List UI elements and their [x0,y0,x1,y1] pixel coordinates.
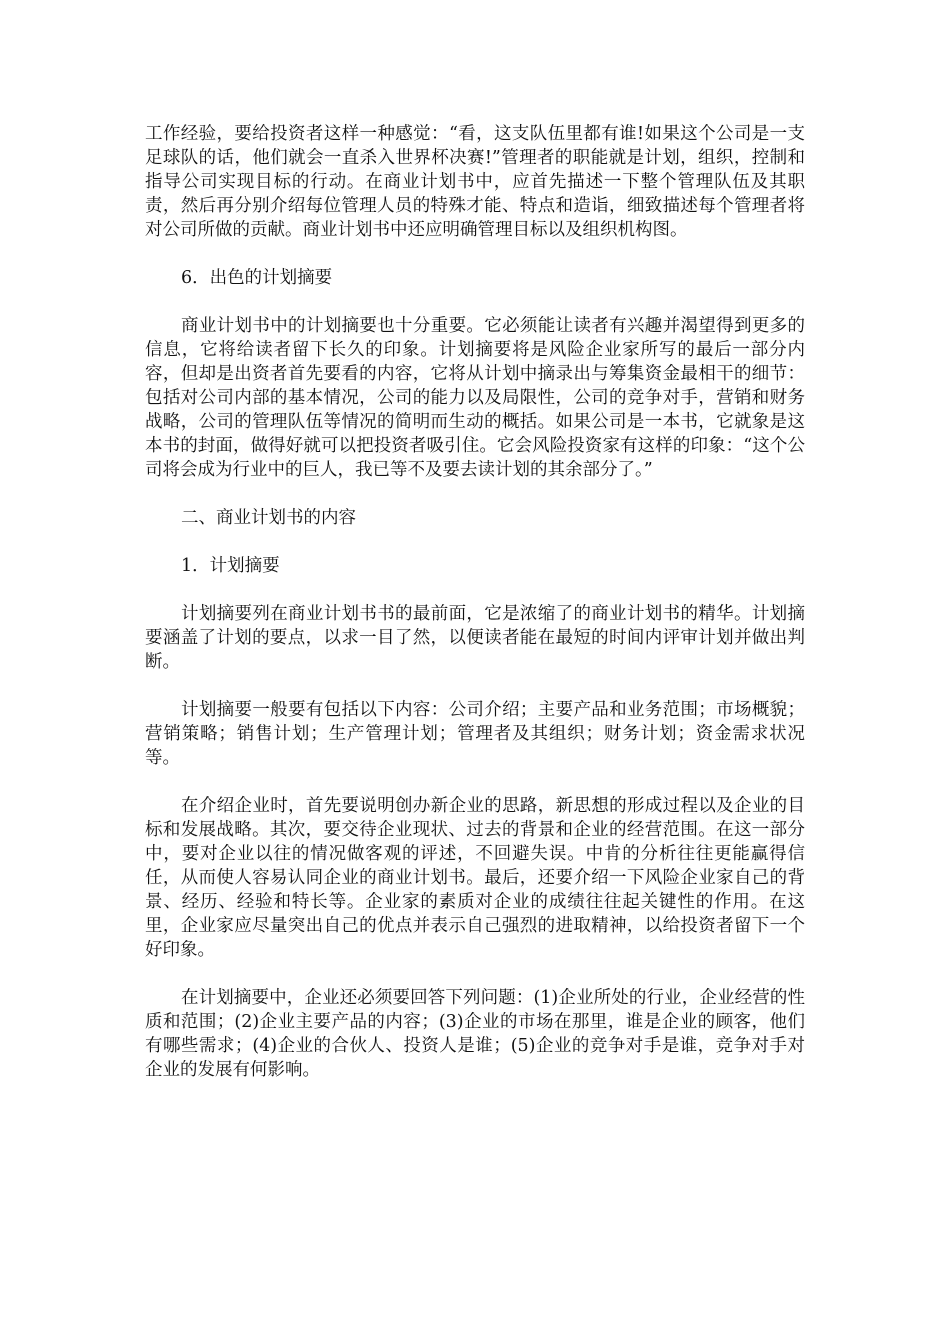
paragraph-key-questions: 在计划摘要中，企业还必须要回答下列问题：(1)企业所处的行业，企业经营的性质和范围；(2)企业主要产品的内容；(3)企业的市场在那里，谁是企业的顾客，他们有哪些需求；(4)企业的合伙人、投资人是谁；(5)企业的竞争对手是谁，竞争对手对企业的发展有何影响。 [145,988,805,1080]
paragraph-company-introduction: 在介绍企业时，首先要说明创办新企业的思路，新思想的形成过程以及企业的目标和发展战略。其次，要交待企业现状、过去的背景和企业的经营范围。在这一部分中，要对企业以往的情况做客观的评述，不回避失误。中肯的分析往往更能赢得信任，从而使人容易认同企业的商业计划书。最后，还要介绍一下风险企业家自己的背景、经历、经验和特长等。企业家的素质对企业的成绩往往起关键性的作用。在这里，企业家应尽量突出自己的优点并表示自己强烈的进取精神，以给投资者留下一个好印象。 [145,796,805,960]
heading-plan-summary: 1．计划摘要 [181,556,280,576]
document-page [145,122,805,1106]
paragraph-summary-importance: 商业计划书中的计划摘要也十分重要。它必须能让读者有兴趣并渴望得到更多的信息，它将给读者留下长久的印象。计划摘要将是风险企业家所写的最后一部分内容，但却是出资者首先要看的内容，它将从计划中摘录出与筹集资金最相干的细节：包括对公司内部的基本情况，公司的能力以及局限性，公司的竞争对手，营销和财务战略，公司的管理队伍等情况的简明而生动的概括。如果公司是一本书，它就象是这本书的封面，做得好就可以把投资者吸引住。它会风险投资家有这样的印象：“这个公司将会成为行业中的巨人，我已等不及要去读计划的其余部分了。” [145,316,805,480]
paragraph-management-team: 工作经验，要给投资者这样一种感觉：“看，这支队伍里都有谁!如果这个公司是一支足球队的话，他们就会一直杀入世界杯决赛!”管理者的职能就是计划，组织，控制和指导公司实现目标的行动。在商业计划书中，应首先描述一下整个管理队伍及其职责，然后再分别介绍每位管理人员的特殊才能、特点和造诣，细致描述每个管理者将对公司所做的贡献。商业计划书中还应明确管理目标以及组织机构图。 [145,124,805,240]
paragraph-summary-contents: 计划摘要一般要有包括以下内容：公司介绍；主要产品和业务范围；市场概貌；营销策略；销售计划；生产管理计划；管理者及其组织；财务计划；资金需求状况等。 [145,700,805,768]
heading-business-plan-contents: 二、商业计划书的内容 [181,508,356,528]
heading-executive-summary-excellent: 6．出色的计划摘要 [181,268,333,288]
paragraph-summary-position: 计划摘要列在商业计划书书的最前面，它是浓缩了的商业计划书的精华。计划摘要涵盖了计划的要点，以求一目了然，以便读者能在最短的时间内评审计划并做出判断。 [145,604,805,672]
